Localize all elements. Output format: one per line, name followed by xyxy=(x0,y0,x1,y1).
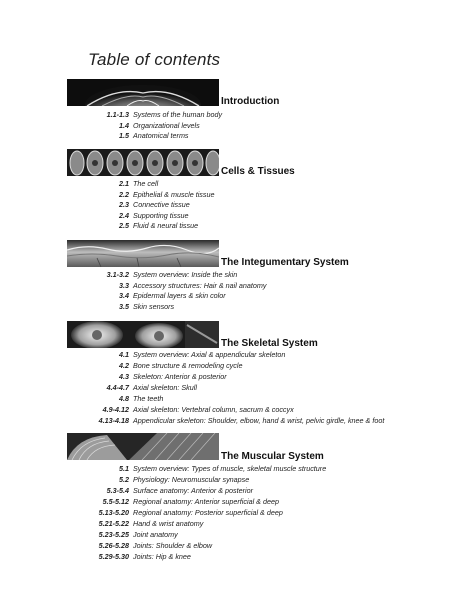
toc-entry xyxy=(0,302,457,313)
entry-number: 5.29-5.30 xyxy=(98,552,129,561)
toc-entry xyxy=(0,131,457,142)
entry-number: 4.8 xyxy=(119,394,129,403)
entry-number: 4.1 xyxy=(119,350,129,359)
toc-entry xyxy=(0,552,457,563)
entry-number: 5.13-5.20 xyxy=(98,508,129,517)
entry-text: Axial skeleton: Skull xyxy=(133,383,197,392)
entry-number: 5.2 xyxy=(119,475,129,484)
toc-entry xyxy=(0,190,457,201)
entry-text: System overview: Axial & appendicular skeleton xyxy=(133,350,286,359)
entry-text: Organizational levels xyxy=(133,120,200,130)
entry-text: Bone structure & remodeling cycle xyxy=(133,361,243,370)
entry-number: 1.1-1.3 xyxy=(106,110,129,119)
entry-text: Appendicular skeleton: Shoulder, elbow, hand & wrist, pelvic girdle, knee & foot xyxy=(133,416,385,425)
entry-number: 1.4 xyxy=(119,120,129,130)
toc-entry xyxy=(0,416,457,427)
section-banner-image xyxy=(67,321,219,348)
toc-entry xyxy=(0,221,457,232)
section-banner-image xyxy=(67,149,219,176)
toc-entry xyxy=(0,361,457,372)
entry-text: Physiology: Neuromuscular synapse xyxy=(133,475,250,484)
entry-text: The teeth xyxy=(133,394,164,403)
entry-text: The cell xyxy=(133,179,159,188)
toc-entry xyxy=(0,383,457,394)
entry-number: 5.21-5.22 xyxy=(98,519,129,528)
section-title: The Muscular System xyxy=(221,451,324,462)
section-title: Introduction xyxy=(221,96,280,107)
entry-text: Supporting tissue xyxy=(133,210,189,220)
toc-entry xyxy=(0,350,457,361)
toc-entry xyxy=(0,541,457,552)
toc-entry xyxy=(0,486,457,497)
entry-text: Epithelial & muscle tissue xyxy=(133,189,215,199)
toc-entry xyxy=(0,530,457,541)
section-banner-image xyxy=(67,433,219,460)
entry-text: Fluid & neural tissue xyxy=(133,221,199,230)
entry-text: Skeleton: Anterior & posterior xyxy=(133,372,227,381)
entry-number: 1.5 xyxy=(119,131,129,140)
entry-text: System overview: Types of muscle, skeletal muscle structure xyxy=(133,464,327,473)
entry-number: 2.5 xyxy=(119,221,129,230)
entry-number: 5.5-5.12 xyxy=(102,497,129,506)
entry-text: Joints: Hip & knee xyxy=(133,552,191,561)
entry-number: 4.9-4.12 xyxy=(102,405,129,414)
section-title: The Skeletal System xyxy=(221,338,318,349)
toc-entry xyxy=(0,291,457,302)
entry-text: Accessory structures: Hair & nail anatomy xyxy=(133,280,267,290)
entry-text: Regional anatomy: Anterior superficial & deep xyxy=(133,497,279,506)
entry-text: Surface anatomy: Anterior & posterior xyxy=(133,486,253,495)
entry-text: Anatomical terms xyxy=(133,131,189,140)
section-title: Cells & Tissues xyxy=(221,166,295,177)
page-title: Table of contents xyxy=(88,50,221,69)
toc-entry xyxy=(0,281,457,292)
toc-entry xyxy=(0,179,457,190)
entry-text: Joint anatomy xyxy=(133,530,178,539)
toc-entry xyxy=(0,405,457,416)
entry-number: 2.4 xyxy=(119,210,129,220)
section-banner-image xyxy=(67,240,219,267)
toc-entry xyxy=(0,519,457,530)
entry-text: Skin sensors xyxy=(133,301,175,311)
entry-number: 2.2 xyxy=(119,189,129,199)
entry-text: Axial skeleton: Vertebral column, sacrum & coccyx xyxy=(133,405,294,414)
toc-entry xyxy=(0,211,457,222)
toc-entry xyxy=(0,110,457,121)
toc-entry xyxy=(0,508,457,519)
entry-text: Joints: Shoulder & elbow xyxy=(133,541,213,550)
entry-text: Connective tissue xyxy=(133,200,190,209)
entry-number: 5.23-5.25 xyxy=(98,530,129,539)
toc-entry xyxy=(0,200,457,211)
toc-entry xyxy=(0,372,457,383)
entry-text: Regional anatomy: Posterior superficial & deep xyxy=(133,508,283,517)
entry-number: 3.5 xyxy=(119,301,129,311)
toc-entry xyxy=(0,121,457,132)
entry-number: 2.3 xyxy=(119,200,129,209)
entry-number: 4.4-4.7 xyxy=(106,383,129,392)
entry-text: Systems of the human body xyxy=(133,110,223,119)
entry-number: 2.1 xyxy=(119,179,129,188)
toc-entry xyxy=(0,497,457,508)
entry-number: 3.1-3.2 xyxy=(106,270,129,279)
entry-text: System overview: Inside the skin xyxy=(133,270,238,279)
toc-entry xyxy=(0,270,457,281)
entry-number: 4.3 xyxy=(119,372,129,381)
entry-text: Epidermal layers & skin color xyxy=(133,291,226,300)
entry-number: 3.4 xyxy=(119,291,129,300)
entry-number: 5.3-5.4 xyxy=(106,486,129,495)
toc-entry xyxy=(0,464,457,475)
toc-entry xyxy=(0,475,457,486)
section-banner-image xyxy=(67,79,219,106)
toc-entry xyxy=(0,394,457,405)
entry-number: 3.3 xyxy=(119,280,129,290)
entry-number: 4.2 xyxy=(119,361,129,370)
section-title: The Integumentary System xyxy=(221,257,349,268)
entry-number: 5.26-5.28 xyxy=(98,541,129,550)
entry-number: 5.1 xyxy=(119,464,129,473)
entry-number: 4.13-4.18 xyxy=(98,416,129,425)
entry-text: Hand & wrist anatomy xyxy=(133,519,204,528)
